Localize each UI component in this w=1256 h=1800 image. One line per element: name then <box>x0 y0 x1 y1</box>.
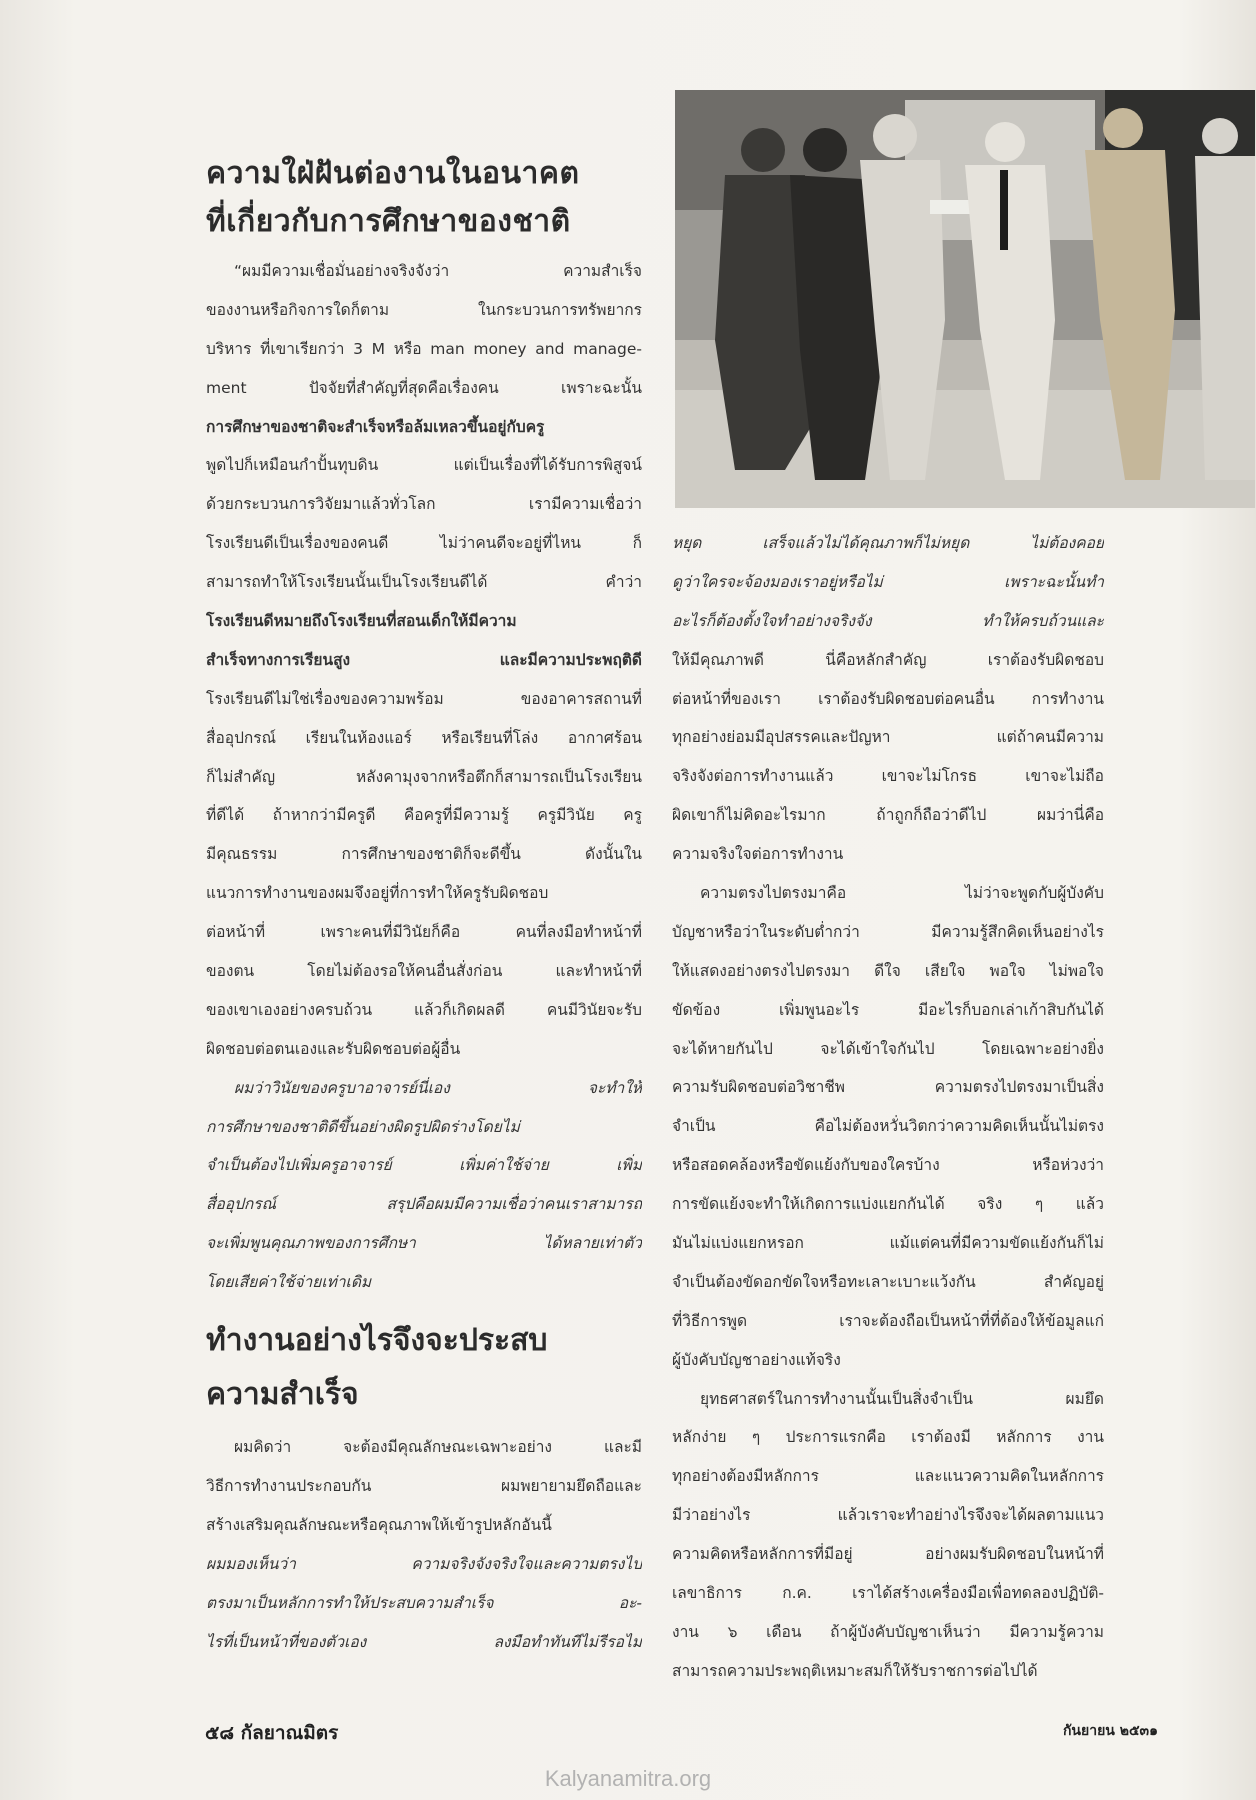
text-line: อะไรก็ต้องตั้งใจทำอย่างจริงจัง ทำให้ครบถ้วนและ <box>672 611 1104 630</box>
text-line: เลขาธิการ ก.ค. เราได้สร้างเครื่องมือเพื่อทดลองปฏิบัติ- <box>672 1584 1104 1603</box>
text-line: สร้างเสริมคุณลักษณะหรือคุณภาพให้เข้ารูปหลักอันนี้ <box>206 1515 552 1534</box>
left-column <box>206 150 642 1661</box>
text-line: ตรงมาเป็นหลักการทำให้ประสบความสำเร็จ อะ- <box>206 1593 642 1612</box>
issue-date: กันยายน ๒๕๓๑ <box>1062 1723 1158 1739</box>
text-line: โดยเสียค่าใช้จ่ายเท่าเดิม <box>206 1273 372 1292</box>
text-line: ต่อหน้าที่ เพราะคนที่มีวินัยก็คือ คนที่ลงมือทำหน้าที่ <box>206 923 642 942</box>
text-line: ผมคิดว่า จะต้องมีคุณลักษณะเฉพาะอย่าง และมี <box>234 1438 642 1457</box>
text-line: ด้วยกระบวนการวิจัยมาแล้วทั่วโลก เรามีความเชื่อว่า <box>206 495 642 514</box>
text-line: โรงเรียนดีเป็นเรื่องของคนดี ไม่ว่าคนดีจะอยู่ที่ไหน ก็ <box>206 534 642 553</box>
text-line: มันไม่แบ่งแยกหรอก แม้แต่คนที่มีความขัดแย้งกันก็ไม่ <box>672 1234 1104 1253</box>
text-line: ให้แสดงอย่างตรงไปตรงมา ดีใจ เสียใจ พอใจ ไม่พอใจ <box>672 961 1104 980</box>
text-line: ที่ดีได้ ถ้าหากว่ามีครูดี คือครูที่มีความรู้ ครูมีวินัย ครู <box>206 806 642 825</box>
text-line: ความจริงใจต่อการทำงาน <box>672 845 844 864</box>
text-line: ผมว่าวินัยของครูบาอาจารย์นี่เอง จะทำให้ <box>234 1078 642 1097</box>
text-line: สื่ออุปกรณ์ สรุปคือผมมีความเชื่อว่าคนเราสามารถ <box>206 1195 642 1214</box>
text-line: ความคิดหรือหลักการที่มีอยู่ อย่างผมรับผิดชอบในหน้าที่ <box>672 1545 1104 1564</box>
text-line: ผิดเขาก็ไม่คิดอะไรมาก ถ้าถูกก็ถือว่าดีไป ผมว่านี่คือ <box>672 806 1104 825</box>
text-line: จะเพิ่มพูนคุณภาพของการศึกษา ได้หลายเท่าตัว <box>206 1234 642 1253</box>
text-line: ของเขาเองอย่างครบถ้วน แล้วก็เกิดผลดี คนมีวินัยจะรับ <box>206 1000 642 1019</box>
section-heading-2 <box>206 1314 642 1422</box>
section-heading-1 <box>206 150 642 246</box>
text-line: ต่อหน้าที่ของเรา เราต้องรับผิดชอบต่อคนอื่น การทำงาน <box>672 689 1104 708</box>
text-line: ผิดชอบต่อตนเองและรับผิดชอบต่อผู้อื่น <box>206 1039 461 1058</box>
text-line: บริหาร ที่เขาเรียกว่า 3 M หรือ man money and manage- <box>206 339 642 358</box>
text-line: มีว่าอย่างไร แล้วเราจะทำอย่างไรจึงจะได้ผลตามแนว <box>672 1506 1104 1525</box>
text-line: มีคุณธรรม การศึกษาของชาติก็จะดีขึ้น ดังนั้นใน <box>206 845 642 864</box>
section-heading-2-line: ทำงานอย่างไรจึงจะประสบ <box>206 1323 548 1359</box>
text-line: “ผมมีความเชื่อมั่นอย่างจริงจังว่า ความสำเร็จ <box>234 262 642 280</box>
text-line: ยุทธศาสตร์ในการทำงานนั้นเป็นสิ่งจำเป็น ผมยึด <box>700 1389 1104 1408</box>
right-paragraphs <box>672 524 1104 1691</box>
text-line: จริงจังต่อการทำงานแล้ว เขาจะไม่โกรธ เขาจะไม่ถือ <box>672 767 1104 786</box>
text-line: บัญชาหรือว่าในระดับต่ำกว่า มีความรู้สึกคิดเห็นอย่างไร <box>672 922 1104 941</box>
text-line: โรงเรียนดีไม่ใช่เรื่องของความพร้อม ของอาคารสถานที่ <box>206 689 642 708</box>
text-line: วิธีการทำงานประกอบกัน ผมพยายามยึดถือและ <box>206 1476 642 1495</box>
section-heading-1-line: ความใฝ่ฝันต่องานในอนาคต <box>206 156 580 191</box>
text-line: ของงานหรือกิจการใดก็ตาม ในกระบวนการทรัพยากร <box>206 300 642 319</box>
text-line: การขัดแย้งจะทำให้เกิดการแบ่งแยกกันได้ จริง ๆ แล้ว <box>672 1195 1104 1214</box>
text-line: หยุด เสร็จแล้วไม่ได้คุณภาพก็ไม่หยุด ไม่ต้องคอย <box>672 534 1104 552</box>
text-line: ไรที่เป็นหน้าที่ของตัวเอง ลงมือทำทันทีไม่รีรอไม่ <box>206 1632 642 1651</box>
text-line: ผู้บังคับบัญชาอย่างแท้จริง <box>672 1350 841 1369</box>
text-line: ผมมองเห็นว่า ความจริงจังจริงใจและความตรงไป <box>206 1554 642 1573</box>
text-line: ขัดข้อง เพิ่มพูนอะไร มีอะไรก็บอกเล่าเก้าสิบกันได้ <box>672 1000 1104 1019</box>
text-line: หลักง่าย ๆ ประการแรกคือ เราต้องมี หลักการ งาน <box>672 1428 1104 1447</box>
section-heading-1-line: ที่เกี่ยวกับการศึกษาของชาติ <box>206 204 571 239</box>
text-line: จำเป็นต้องขัดอกขัดใจหรือทะเลาะเบาะแว้งกัน สำคัญอยู่ <box>672 1272 1104 1291</box>
text-line: ทุกอย่างต้องมีหลักการ และแนวความคิดในหลักการ <box>672 1467 1104 1486</box>
site-watermark: Kalyanamitra.org <box>544 1766 712 1791</box>
text-line: ทุกอย่างย่อมมีอุปสรรคและปัญหา แต่ถ้าคนมีความ <box>672 728 1104 747</box>
text-line: ment ปัจจัยที่สำคัญที่สุดคือเรื่องคน เพราะฉะนั้น <box>206 378 642 397</box>
text-line: แนวการทำงานของผมจึงอยู่ที่การทำให้ครูรับผิดชอบ <box>206 884 549 903</box>
section-heading-2-line: ความสำเร็จ <box>206 1377 359 1413</box>
text-line: การศึกษาของชาติดีขึ้นอย่างผิดรูปผิดร่างโดยไม่ <box>206 1117 520 1136</box>
text-line: ที่วิธีการพูด เราจะต้องถือเป็นหน้าที่ที่ต้องให้ข้อมูลแก่ <box>672 1311 1104 1330</box>
text-line: ดูว่าใครจะจ้องมองเราอยู่หรือไม่ เพราะฉะนั้นทำ <box>672 572 1104 591</box>
text-line: พูดไปก็เหมือนกำปั้นทุบดิน แต่เป็นเรื่องที่ได้รับการพิสูจน์ <box>206 456 642 475</box>
text-line: สามารถทำให้โรงเรียนนั้นเป็นโรงเรียนดีได้ คำว่า <box>206 573 642 592</box>
text-line: ความตรงไปตรงมาคือ ไม่ว่าจะพูดกับผู้บังคับ <box>700 884 1104 903</box>
text-line: หรือสอดคล้องหรือขัดแย้งกับของใครบ้าง หรือห่วงว่า <box>672 1156 1104 1175</box>
text-line: จะได้หายกันไป จะได้เข้าใจกันไป โดยเฉพาะอย่างยิ่ง <box>672 1039 1104 1058</box>
text-line: จำเป็น คือไม่ต้องหวั่นวิตกว่าความคิดเห็นนั้นไม่ตรง <box>672 1117 1104 1136</box>
article-photo <box>675 90 1255 508</box>
left-paragraphs-2 <box>206 1428 642 1661</box>
text-line: ให้มีคุณภาพดี นี่คือหลักสำคัญ เราต้องรับผิดชอบ <box>672 650 1104 669</box>
text-line: ก็ไม่สำคัญ หลังคามุงจากหรือตึกก็สามารถเป็นโรงเรียน <box>206 767 642 786</box>
text-line: งาน ๖ เดือน ถ้าผู้บังคับบัญชาเห็นว่า มีความรู้ความ <box>672 1622 1104 1641</box>
text-line: ของตน โดยไม่ต้องรอให้คนอื่นสั่งก่อน และทำหน้าที่ <box>206 962 642 981</box>
text-line: สำเร็จทางการเรียนสูง และมีความประพฤติดี <box>206 650 642 669</box>
text-line: การศึกษาของชาติจะสำเร็จหรือล้มเหลวขึ้นอยู่กับครู <box>206 417 545 436</box>
text-line: โรงเรียนดีหมายถึงโรงเรียนที่สอนเด็กให้มีความ <box>206 612 517 631</box>
text-line: สามารถความประพฤติเหมาะสมก็ให้รับราชการต่อไปได้ <box>672 1661 1038 1680</box>
text-line: สื่ออุปกรณ์ เรียนในห้องแอร์ หรือเรียนที่โล่ง อากาศร้อน <box>206 728 642 747</box>
left-paragraphs <box>206 252 642 1302</box>
text-line: จำเป็นต้องไปเพิ่มครูอาจารย์ เพิ่มค่าใช้จ่าย เพิ่ม <box>206 1156 642 1175</box>
text-line: ความรับผิดชอบต่อวิชาชีพ ความตรงไปตรงมาเป็นสิ่ง <box>672 1078 1104 1097</box>
right-column <box>672 524 1104 1691</box>
page-label: ๕๘ กัลยาณมิตร <box>205 1722 339 1744</box>
